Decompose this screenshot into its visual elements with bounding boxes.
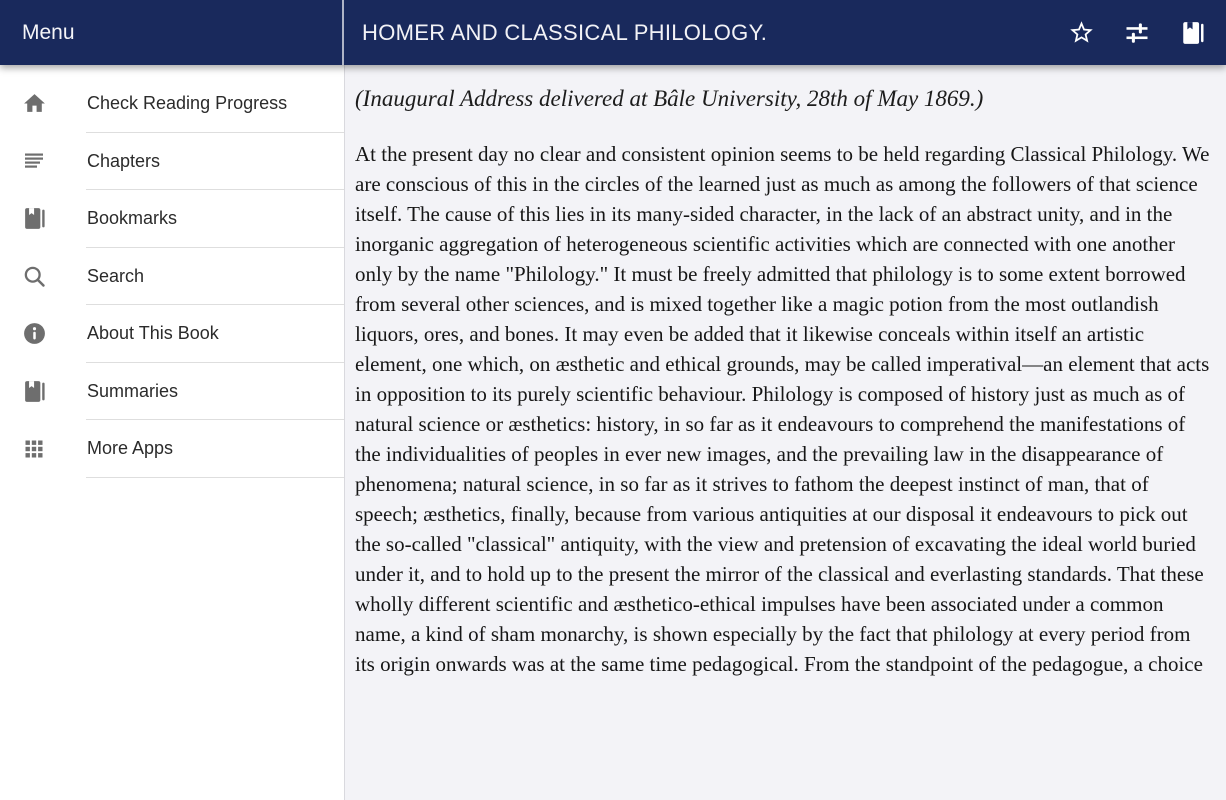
- star-icon[interactable]: [1067, 19, 1095, 47]
- chapter-subtitle: (Inaugural Address delivered at Bâle University, 28th of May 1869.): [355, 86, 984, 111]
- sidebar-item-label: Check Reading Progress: [87, 93, 288, 114]
- reading-pane[interactable]: [345, 65, 1226, 800]
- sidebar-item-label: Bookmarks: [87, 208, 178, 229]
- title-bar: [344, 0, 1226, 65]
- sidebar-item-summaries[interactable]: [0, 363, 344, 421]
- app-bar-actions: [1067, 19, 1226, 47]
- sidebar-item-label: About This Book: [87, 323, 219, 344]
- sidebar-item-label: Chapters: [87, 150, 161, 171]
- book-icon-glyph: [1180, 20, 1206, 46]
- apps-grid-icon: [21, 436, 47, 462]
- page-title: HOMER AND CLASSICAL PHILOLOGY.: [362, 19, 768, 45]
- search-icon: [21, 263, 47, 289]
- menu-header[interactable]: [0, 0, 344, 65]
- info-icon: [21, 321, 47, 347]
- tune-icon[interactable]: [1123, 19, 1151, 47]
- menu-label: Menu: [22, 20, 75, 44]
- book-icon[interactable]: [1179, 19, 1207, 47]
- chapters-lines-icon: [21, 148, 47, 174]
- sidebar-menu: [0, 65, 345, 800]
- sidebar-item-more-apps[interactable]: [0, 420, 344, 478]
- sidebar-item-label: More Apps: [87, 438, 174, 459]
- sidebar-item-label: Search: [87, 265, 145, 286]
- bookmark-book-icon: [21, 206, 47, 232]
- sidebar-item-chapters[interactable]: [0, 133, 344, 191]
- star-icon-glyph: [1068, 19, 1095, 46]
- book-icon: [21, 378, 47, 404]
- sidebar-item-about-this-book[interactable]: [0, 305, 344, 363]
- sidebar-item-bookmarks[interactable]: [0, 190, 344, 248]
- home-icon: [21, 91, 47, 117]
- chapter-body-text: At the present day no clear and consistent opinion seems to be held regarding Classical Philology. We are conscious of this in the circles of the learned just as much as among the followers of that science itself. The cause of this lies in its many-sided character, in the lack of an abstract unity, and in the inorganic aggregation of heterogeneous scientific activities which are connected with one another only by the name "Philology." It must be freely admitted that philology is to some extent borrowed from several other sciences, and is mixed together like a magic potion from the most outlandish liquors, ores, and bones. It may even be added that it likewise conceals within itself an artistic element, one which, on æsthetic and ethical grounds, may be called imperatival—an element that acts in opposition to its purely scientific behaviour. Philology is composed of history just as much as of natural science or æsthetics: history, in so far as it endeavours to comprehend the manifestations of the individualities of peoples in ever new images, and the prevailing law in the disappearance of phenomena; natural science, in so far as it strives to fathom the deepest instinct of man, that of speech; æsthetics, finally, because from various antiquities at our disposal it endeavours to pick out the so-called "classical" antiquity, with the view and pretension of excavating the ideal world buried under it, and to hold up to the present the mirror of the classical and everlasting standards. That these wholly different scientific and æsthetico-ethical impulses have been associated under a common name, a kind of sham monarchy, is shown especially by the fact that philology at every period from its origin onwards was at the same time pedagogical. From the standpoint of the pedagogue, a choice: [355, 142, 1210, 676]
- app-bar: [0, 0, 1226, 65]
- sidebar-item-check-reading-progress[interactable]: [0, 75, 344, 133]
- sidebar-item-label: Summaries: [87, 380, 179, 401]
- tune-icon-glyph: [1123, 18, 1151, 48]
- sidebar-item-search[interactable]: [0, 248, 344, 306]
